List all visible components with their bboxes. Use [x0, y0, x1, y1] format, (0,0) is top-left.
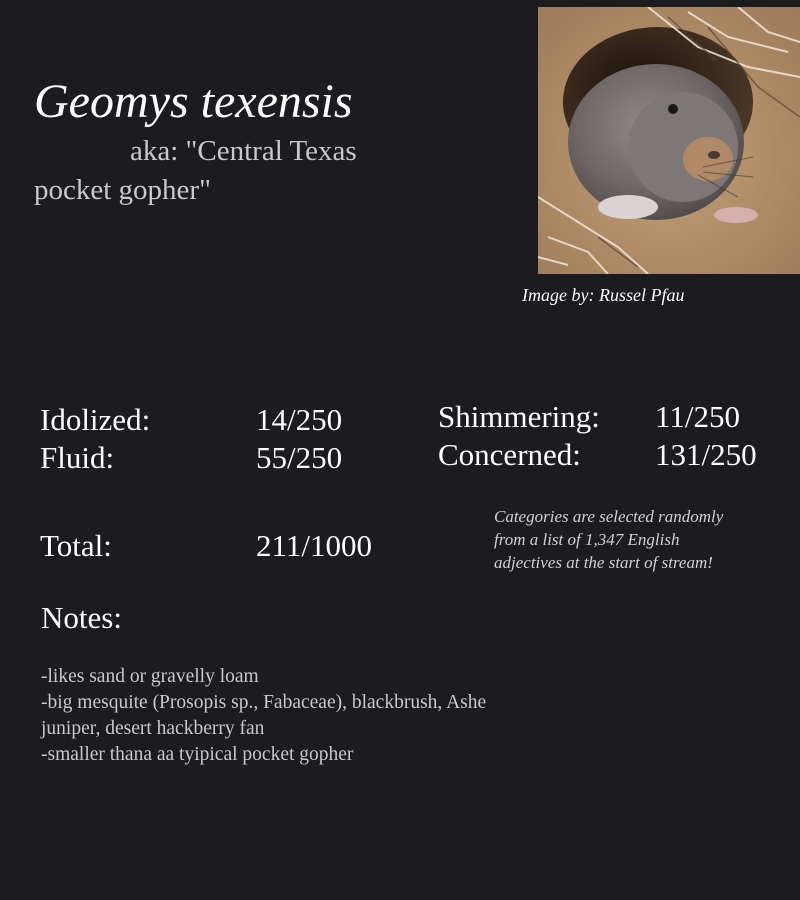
stat-value-shimmering: 11/250	[655, 399, 740, 434]
gopher-photo	[538, 7, 800, 274]
stat-value-concerned: 131/250	[655, 437, 757, 472]
note-item: -likes sand or gravelly loam	[41, 666, 259, 687]
photo-credit: Image by: Russel Pfau	[522, 285, 685, 305]
stat-label-total: Total:	[40, 528, 112, 563]
categories-note: Categories are selected randomly from a list of 1,347 English adjectives at the start of stream!	[494, 507, 724, 572]
gopher-photo-illustration	[538, 7, 800, 274]
common-name-subtitle: aka: "Central Texas pocket gopher"	[34, 135, 357, 206]
stat-value-fluid: 55/250	[256, 440, 343, 475]
notes-heading: Notes:	[41, 600, 122, 635]
notes-list	[41, 664, 501, 768]
stat-label-shimmering: Shimmering:	[438, 399, 600, 434]
scientific-name-title: Geomys texensis	[34, 75, 353, 128]
stat-label-fluid: Fluid:	[40, 440, 115, 475]
note-item: -big mesquite (Prosopis sp., Fabaceae), blackbrush, Ashe juniper, desert hackberry fan	[41, 692, 487, 739]
note-item: -smaller thana aa tyipical pocket gopher	[41, 744, 354, 765]
stat-value-idolized: 14/250	[256, 402, 343, 437]
stat-label-concerned: Concerned:	[438, 437, 581, 472]
stat-value-total: 211/1000	[256, 528, 372, 563]
stat-label-idolized: Idolized:	[40, 402, 151, 437]
